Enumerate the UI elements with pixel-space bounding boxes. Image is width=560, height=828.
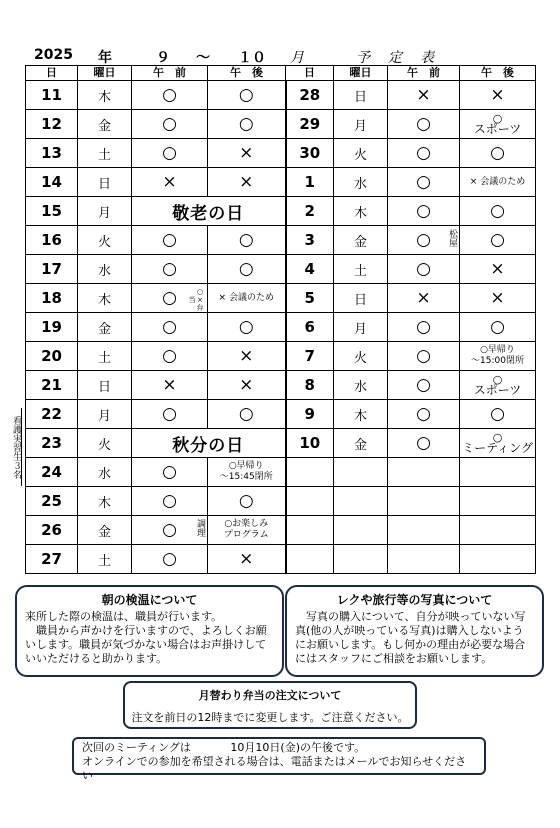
notice-meeting [72,737,486,782]
weekday-cell: 木 [78,284,132,313]
am-mark: × [162,375,177,395]
right-weekday-cell [334,458,388,487]
notice-photos-body: 写真の購入について、自分が映っていない写真(他の人が映っている写真)は購入しないようにお願いします。もし何かの理由が必要な場合にはスタッフにご相談をお願いします。 [295,610,526,665]
right-day-cell: 28 [286,81,334,110]
right-day-cell: 5 [286,284,334,313]
weekday-cell: 火 [78,226,132,255]
table-row [26,371,536,400]
schedule-table [25,65,536,574]
right-weekday-cell: 木 [334,197,388,226]
right-am-cell [388,226,460,255]
day-cell: 23 [26,429,78,458]
pm-line1: ○お楽しみ [224,519,269,529]
notice-photos-title: レクや旅行等の写真について [336,593,493,607]
right-pm-cell: ○ [460,226,536,255]
col-weekday-right: 曜日 [334,66,388,81]
right-pm-cell [460,545,536,574]
right-am-cell [388,458,460,487]
title-tilde: ～ [196,50,210,66]
right-pm-cell [460,516,536,545]
day-cell: 13 [26,139,78,168]
am-cell [132,400,208,429]
day-cell: 12 [26,110,78,139]
am-mark: ○ [162,520,177,540]
notice-photos [285,585,544,677]
day-cell: 19 [26,313,78,342]
title-year: 2025 [34,47,73,63]
right-am-mark: ○ [416,346,431,366]
right-weekday-cell: 水 [334,168,388,197]
right-pm-cell [460,429,536,458]
table-row [26,81,536,110]
pm-cell: ○ [208,313,286,342]
right-am-cell [388,516,460,545]
notice-meeting-line1-a: 次回のミーティングは [82,741,191,754]
table-row [26,139,536,168]
am-mark: ○ [162,346,177,366]
day-cell: 22 [26,400,78,429]
weekday-cell: 土 [78,342,132,371]
am-cell [132,545,208,574]
right-am-cell [388,342,460,371]
right-am-mark: × [416,288,431,308]
am-mark: ○ [162,462,177,482]
right-pm-cell [460,342,536,371]
pm-cell: × [208,139,286,168]
right-am-cell [388,110,460,139]
pm-cell: × [208,371,286,400]
pm-cell: × [208,545,286,574]
side-label-nursing-students: 看護実習生３名 [7,408,22,486]
right-day-cell: 3 [286,226,334,255]
right-day-cell [286,516,334,545]
right-pm-cell [460,487,536,516]
am-mark: ○ [162,288,177,308]
am-mark: ○ [162,404,177,424]
am-cell [132,313,208,342]
right-day-cell: 29 [286,110,334,139]
right-weekday-cell: 水 [334,371,388,400]
pm-cell: × [208,168,286,197]
right-am-cell [388,487,460,516]
right-day-cell: 7 [286,342,334,371]
right-weekday-cell: 土 [334,255,388,284]
right-pm-cell: × [460,81,536,110]
right-day-cell: 10 [286,429,334,458]
am-side-note: 調理 [195,519,205,537]
am-cell [132,168,208,197]
right-pm-cell: × [460,255,536,284]
right-weekday-cell: 火 [334,342,388,371]
notice-bento-title: 月替わり弁当の注文について [198,689,342,702]
notice-meeting-line2: オンラインでの参加を希望される場合は、電話またはメールでお知らせください [82,755,467,782]
right-am-mark: ○ [416,143,431,163]
right-am-cell [388,81,460,110]
am-mark: ○ [162,85,177,105]
right-weekday-cell [334,545,388,574]
right-pm-cell: × 会議のため [460,168,536,197]
right-day-cell: 8 [286,371,334,400]
right-am-cell [388,168,460,197]
right-pm-cell: × [460,284,536,313]
pm-cell: ○ [208,255,286,284]
am-cell [132,255,208,284]
weekday-cell: 土 [78,139,132,168]
weekday-cell: 月 [78,400,132,429]
title-month-end: １０ [238,50,266,66]
right-pm-line1: ○早帰り [480,345,515,355]
title-char-3: 表 [420,50,434,66]
am-cell [132,487,208,516]
weekday-cell: 日 [78,168,132,197]
table-row [26,429,536,458]
notice-bento [123,681,417,729]
weekday-cell: 水 [78,255,132,284]
right-am-mark: ○ [416,317,431,337]
am-cell [132,81,208,110]
weekday-cell: 火 [78,429,132,458]
col-day-right: 日 [286,66,334,81]
right-pm-cell: ○ [460,400,536,429]
table-row [26,255,536,284]
right-am-cell [388,197,460,226]
notice-meeting-line1 [82,741,476,755]
right-am-mark: × [416,85,431,105]
day-cell: 24 [26,458,78,487]
notice-temperature-body: 来所した際の検温は、職員が行います。 職員から声かけを行いますので、よろしくお願いします。職員が気づかない場合はお声掛けしていいただけると助かります。 [25,610,267,665]
am-mark: ○ [162,549,177,569]
right-pm-cell: ○ [460,197,536,226]
pm-cell: ○ [208,400,286,429]
am-mark: ○ [162,317,177,337]
right-weekday-cell [334,516,388,545]
right-weekday-cell: 月 [334,110,388,139]
table-header-row [26,66,536,81]
weekday-cell: 水 [78,458,132,487]
day-cell: 26 [26,516,78,545]
right-day-cell: 1 [286,168,334,197]
am-mark: ○ [162,114,177,134]
right-am-mark: ○ [416,433,431,453]
right-am-cell [388,255,460,284]
pm-cell: × 会議のため [208,284,286,313]
table-row [26,284,536,313]
am-mark: ○ [162,491,177,511]
day-cell: 11 [26,81,78,110]
right-weekday-cell: 金 [334,226,388,255]
pm-cell: ○ [208,110,286,139]
pm-cell: × [208,342,286,371]
right-am-side-note: 松屋 [447,229,457,247]
right-day-cell [286,487,334,516]
right-pm-cell: ○ [460,139,536,168]
am-cell [132,458,208,487]
right-pm-cell [460,458,536,487]
day-cell: 18 [26,284,78,313]
right-pm-line1: ○ [492,112,503,125]
day-cell: 17 [26,255,78,284]
notice-temperature [15,585,284,677]
pm-line1: ○早帰り [228,461,264,471]
pm-cell [208,516,286,545]
weekday-cell: 金 [78,110,132,139]
weekday-cell: 金 [78,516,132,545]
right-am-mark: ○ [416,114,431,134]
right-am-cell [388,371,460,400]
table-row [26,545,536,574]
col-day: 日 [26,66,78,81]
holiday-cell: 敬老の日 [132,197,286,226]
table-row [26,342,536,371]
table-row [26,226,536,255]
am-mark: ○ [162,143,177,163]
am-cell [132,110,208,139]
am-mark: ○ [162,259,177,279]
am-cell [132,284,208,313]
weekday-cell: 木 [78,81,132,110]
day-cell: 27 [26,545,78,574]
col-weekday: 曜日 [78,66,132,81]
am-mark: ○ [162,230,177,250]
right-day-cell [286,545,334,574]
pm-cell [208,458,286,487]
col-am-right: 午 前 [388,66,460,81]
day-cell: 15 [26,197,78,226]
am-mark: × [162,172,177,192]
right-am-mark: ○ [416,404,431,424]
table-row [26,110,536,139]
table-row [26,313,536,342]
right-weekday-cell [334,487,388,516]
am-cell [132,371,208,400]
col-am: 午 前 [132,66,208,81]
weekday-cell: 木 [78,487,132,516]
right-pm-line2: スポーツ [473,122,522,136]
right-pm-line2: ～15:00閉所 [471,356,524,366]
table-row [26,400,536,429]
right-weekday-cell: 火 [334,139,388,168]
day-cell: 14 [26,168,78,197]
table-row [26,516,536,545]
title-char-1: 予 [356,50,370,66]
pm-cell: ○ [208,81,286,110]
right-pm-line2: スポーツ [473,383,522,397]
right-day-cell: 2 [286,197,334,226]
right-weekday-cell: 日 [334,284,388,313]
right-am-mark: ○ [416,172,431,192]
am-cell [132,139,208,168]
table-row [26,458,536,487]
am-side-note: ○×弁当 [188,288,204,311]
right-day-cell: 9 [286,400,334,429]
right-am-mark: ○ [416,201,431,221]
weekday-cell: 金 [78,313,132,342]
right-pm-cell: ○ [460,313,536,342]
pm-line2: プログラム [223,530,269,540]
title-year-unit: 年 [98,50,112,66]
col-pm: 午 後 [208,66,286,81]
pm-line2: ～15:45閉所 [219,472,273,482]
am-cell [132,342,208,371]
day-cell: 21 [26,371,78,400]
table-row [26,168,536,197]
am-cell [132,226,208,255]
right-day-cell [286,458,334,487]
right-pm-cell [460,371,536,400]
right-am-cell [388,545,460,574]
day-cell: 25 [26,487,78,516]
right-am-mark: ○ [416,259,431,279]
right-am-cell [388,400,460,429]
right-pm-line2: ミーティング [462,441,533,455]
table-row [26,487,536,516]
table-row [26,197,536,226]
holiday-cell: 秋分の日 [132,429,286,458]
right-weekday-cell: 木 [334,400,388,429]
right-am-cell [388,313,460,342]
right-am-cell [388,284,460,313]
weekday-cell: 土 [78,545,132,574]
right-pm-line1: ○ [492,373,503,386]
title-month-start: ９ [156,50,170,66]
right-weekday-cell: 金 [334,429,388,458]
right-pm-cell [460,110,536,139]
day-cell: 16 [26,226,78,255]
right-am-mark: ○ [416,230,431,250]
title-month-unit: 月 [290,50,304,66]
pm-cell: ○ [208,226,286,255]
am-cell [132,516,208,545]
right-am-cell [388,139,460,168]
notice-temperature-title: 朝の検温について [101,593,198,607]
weekday-cell: 月 [78,197,132,226]
col-pm-right: 午 後 [460,66,536,81]
right-am-mark: ○ [416,375,431,395]
weekday-cell: 日 [78,371,132,400]
right-day-cell: 4 [286,255,334,284]
pm-cell: ○ [208,487,286,516]
right-pm-line1: ○ [492,431,503,444]
right-weekday-cell: 日 [334,81,388,110]
right-day-cell: 6 [286,313,334,342]
right-weekday-cell: 月 [334,313,388,342]
day-cell: 20 [26,342,78,371]
right-day-cell: 30 [286,139,334,168]
notice-meeting-line1-b: 10月10日(金)の午後です。 [230,741,366,754]
title-char-2: 定 [388,50,402,66]
schedule-title [28,47,528,65]
right-am-cell [388,429,460,458]
notice-bento-body: 注文を前日の12時までに変更します。ご注意ください。 [131,711,409,724]
